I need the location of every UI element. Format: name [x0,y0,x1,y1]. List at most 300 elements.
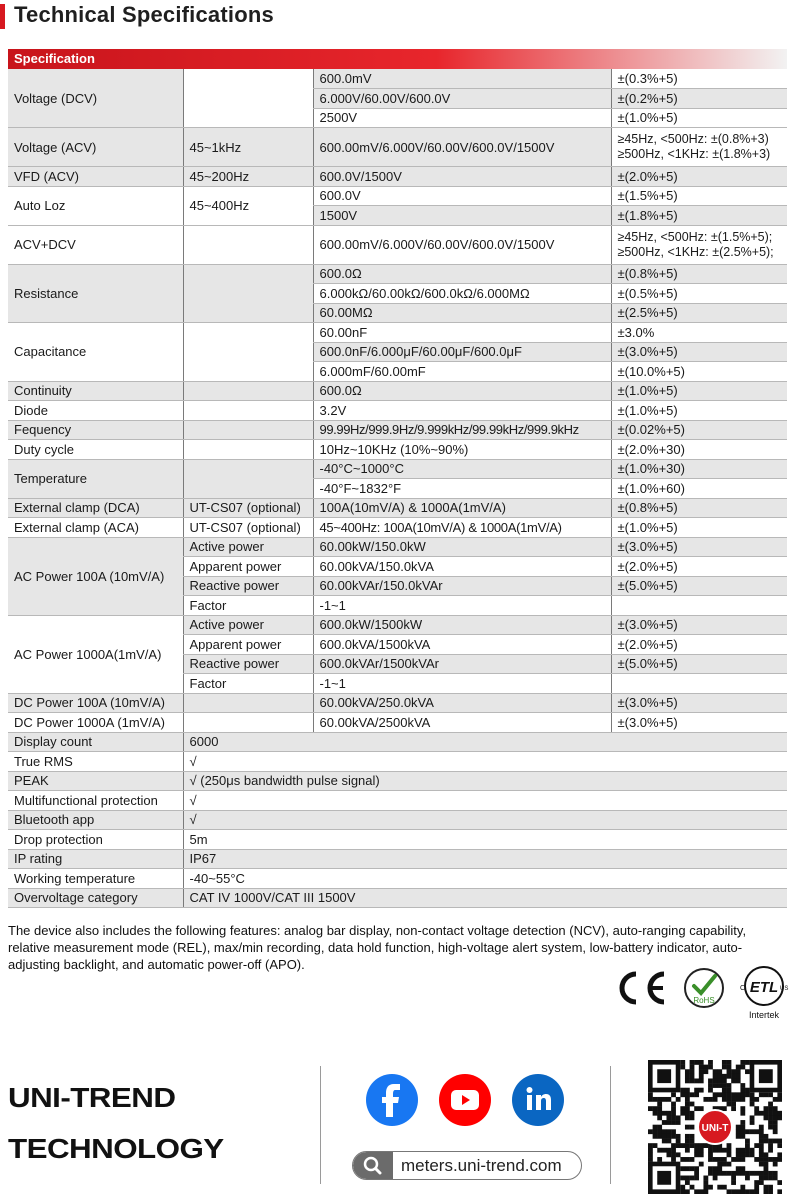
qr-module [694,1166,699,1171]
qr-module [740,1097,745,1102]
qr-module [685,1092,690,1097]
spec-range: 600.0Ω [313,264,611,284]
qr-module [703,1065,708,1070]
qr-module [713,1078,718,1083]
qr-module [764,1152,769,1157]
qr-module [717,1078,722,1083]
table-row [8,732,787,752]
qr-module [773,1106,778,1111]
qr-module [662,1148,667,1153]
spec-parameter: External clamp (DCA) [8,498,183,518]
spec-condition: Active power [183,537,313,557]
qr-module [727,1060,732,1065]
qr-module [671,1120,676,1125]
spec-range: 2500V [313,108,611,128]
qr-module [745,1143,750,1148]
spec-accuracy: ±(2.0%+5) [611,557,787,577]
spec-condition: Reactive power [183,576,313,596]
qr-module [680,1111,685,1116]
qr-module [666,1134,671,1139]
spec-condition: Factor [183,674,313,694]
qr-module [671,1157,676,1162]
website-url: meters.uni-trend.com [401,1156,562,1175]
spec-range: 600.0kVAr/1500kVAr [313,654,611,674]
qr-module [657,1111,662,1116]
spec-range: 600.00mV/6.000V/60.00V/600.0V/1500V [313,128,611,167]
qr-module [676,1120,681,1125]
qr-module [699,1069,704,1074]
spec-parameter: Auto Loz [8,186,183,225]
spec-range: 6.000V/60.00V/600.0V [313,89,611,109]
spec-parameter: Drop protection [8,830,183,850]
spec-condition [183,381,313,401]
spec-parameter: AC Power 1000A(1mV/A) [8,615,183,693]
spec-parameter: VFD (ACV) [8,167,183,187]
spec-condition [183,693,313,713]
qr-module [690,1078,695,1083]
spec-parameter: Fequency [8,420,183,440]
qr-module [768,1120,773,1125]
qr-module [754,1097,759,1102]
table-row [8,810,787,830]
spec-value: √ [183,752,787,772]
qr-module [740,1125,745,1130]
qr-module [768,1148,773,1153]
qr-module [740,1060,745,1065]
table-row [8,518,787,538]
qr-module [699,1074,704,1079]
qr-module [713,1097,718,1102]
qr-module [740,1092,745,1097]
qr-module [768,1102,773,1107]
spec-accuracy: ±(3.0%+5) [611,713,787,733]
qr-module [736,1152,741,1157]
qr-module [736,1065,741,1070]
table-row [8,693,787,713]
qr-module [657,1157,662,1162]
qr-module [699,1106,704,1111]
qr-module [740,1088,745,1093]
spec-parameter: IP rating [8,849,183,869]
qr-finder [657,1069,671,1083]
qr-module [768,1171,773,1176]
qr-module [680,1176,685,1181]
table-row [8,459,787,479]
spec-range: -40°F~1832°F [313,479,611,499]
qr-module [685,1189,690,1194]
qr-module [680,1060,685,1065]
spec-accuracy: ±(2.0%+5) [611,635,787,655]
page-title: Technical Specifications [14,2,274,27]
qr-module [731,1157,736,1162]
qr-module [731,1189,736,1194]
spec-value: √ (250μs bandwidth pulse signal) [183,771,787,791]
spec-range: 600.0mV [313,69,611,89]
table-row [8,830,787,850]
qr-module [694,1148,699,1153]
qr-module [708,1083,713,1088]
qr-module [680,1106,685,1111]
qr-module [731,1180,736,1185]
qr-module [666,1139,671,1144]
qr-module [676,1152,681,1157]
qr-module [777,1189,782,1194]
qr-module [699,1152,704,1157]
qr-module [648,1092,653,1097]
qr-module [685,1134,690,1139]
qr-module [722,1157,727,1162]
qr-module [676,1143,681,1148]
rohs-mark-label: RoHS [693,996,715,1005]
qr-module [690,1111,695,1116]
qr-module [690,1143,695,1148]
spec-range: 3.2V [313,401,611,421]
spec-condition [183,713,313,733]
qr-module [759,1171,764,1176]
qr-module [759,1148,764,1153]
qr-module [722,1185,727,1190]
table-row [8,323,787,343]
qr-module [768,1189,773,1194]
spec-parameter: Bluetooth app [8,810,183,830]
table-row [8,752,787,772]
linkedin-button[interactable] [512,1074,564,1126]
table-row [8,186,787,206]
qr-module [740,1152,745,1157]
spec-range: 600.0nF/6.000μF/60.00μF/600.0μF [313,342,611,362]
qr-module [690,1102,695,1107]
qr-module [685,1115,690,1120]
qr-module [685,1139,690,1144]
qr-module [685,1106,690,1111]
qr-module [717,1157,722,1162]
qr-module [666,1120,671,1125]
spec-accuracy: ±(0.8%+5) [611,264,787,284]
qr-module [740,1148,745,1153]
qr-module [773,1139,778,1144]
table-row [8,771,787,791]
spec-range: 45~400Hz: 100A(10mV/A) & 1000A(1mV/A) [313,518,611,538]
qr-module [773,1111,778,1116]
qr-module [745,1092,750,1097]
qr-module [680,1185,685,1190]
qr-module [722,1171,727,1176]
youtube-button[interactable] [439,1074,491,1126]
qr-module [768,1111,773,1116]
qr-module [657,1115,662,1120]
spec-parameter: Diode [8,401,183,421]
qr-module [690,1176,695,1181]
table-row [8,167,787,187]
qr-module [708,1171,713,1176]
qr-module [648,1157,653,1162]
spec-range: 60.00nF [313,323,611,343]
spec-parameter: Multifunctional protection [8,791,183,811]
qr-module [745,1069,750,1074]
spec-condition: UT-CS07 (optional) [183,498,313,518]
spec-accuracy: ±(0.02%+5) [611,420,787,440]
qr-module [690,1134,695,1139]
spec-range: 600.0Ω [313,381,611,401]
qr-module [671,1102,676,1107]
qr-module [694,1088,699,1093]
qr-module [685,1074,690,1079]
etl-mark-icon [736,964,792,1022]
table-row [8,225,787,264]
qr-module [740,1111,745,1116]
qr-module [699,1088,704,1093]
qr-module [717,1166,722,1171]
spec-parameter: Overvoltage category [8,888,183,908]
qr-module [680,1065,685,1070]
certification-marks [612,964,792,1024]
spec-condition: Reactive power [183,654,313,674]
spec-accuracy: ±(0.5%+5) [611,284,787,304]
qr-module [685,1111,690,1116]
qr-module [722,1162,727,1167]
qr-module [764,1139,769,1144]
spec-parameter: Temperature [8,459,183,498]
qr-module [717,1083,722,1088]
qr-module [740,1106,745,1111]
search-icon [353,1152,393,1179]
facebook-icon [366,1074,418,1126]
qr-module [657,1129,662,1134]
qr-module [708,1185,713,1190]
qr-module [699,1162,704,1167]
qr-module [750,1189,755,1194]
spec-parameter: DC Power 100A (10mV/A) [8,693,183,713]
qr-module [703,1180,708,1185]
qr-module [759,1139,764,1144]
website-search-bar[interactable] [352,1151,582,1180]
qr-module [657,1106,662,1111]
qr-module [773,1115,778,1120]
spec-range: 600.0kW/1500kW [313,615,611,635]
table-row [8,440,787,460]
qr-module [657,1134,662,1139]
qr-module [745,1148,750,1153]
uni-t-logo-label: UNI-T [701,1123,729,1134]
qr-module [717,1185,722,1190]
spec-accuracy-line: ≥45Hz, <500Hz: ±(1.5%+5); [617,229,773,244]
qr-module [666,1111,671,1116]
spec-condition: Factor [183,596,313,616]
qr-module [736,1092,741,1097]
qr-module [694,1092,699,1097]
qr-module [662,1134,667,1139]
qr-module [690,1060,695,1065]
table-row [8,498,787,518]
qr-module [722,1083,727,1088]
qr-module [731,1078,736,1083]
table-row [8,420,787,440]
spec-accuracy-line: ≥500Hz, <1KHz: ±(2.5%+5); [617,244,774,259]
spec-condition [183,264,313,323]
qr-module [722,1092,727,1097]
qr-module [680,1092,685,1097]
qr-module [653,1111,658,1116]
spec-accuracy: ±(3.0%+5) [611,342,787,362]
qr-module [657,1125,662,1130]
qr-module [764,1185,769,1190]
qr-module [671,1115,676,1120]
qr-module [736,1189,741,1194]
qr-module [690,1125,695,1130]
table-row [8,869,787,889]
qr-module [703,1176,708,1181]
spec-accuracy: ±(5.0%+5) [611,654,787,674]
qr-module [727,1189,732,1194]
qr-module [648,1143,653,1148]
qr-module [768,1176,773,1181]
spec-value: 5m [183,830,787,850]
qr-module [773,1125,778,1130]
qr-module [717,1092,722,1097]
qr-module [754,1185,759,1190]
qr-module [685,1069,690,1074]
qr-module [722,1074,727,1079]
table-row [8,128,787,167]
qr-module [768,1125,773,1130]
spec-value: IP67 [183,849,787,869]
qr-module [727,1069,732,1074]
qr-module [764,1115,769,1120]
qr-module [731,1097,736,1102]
qr-module [745,1129,750,1134]
spec-parameter: Capacitance [8,323,183,382]
qr-module [727,1162,732,1167]
qr-module [727,1152,732,1157]
spec-range: 99.99Hz/999.9Hz/9.999kHz/99.99kHz/999.9kHz [313,420,611,440]
spec-parameter: Duty cycle [8,440,183,460]
qr-module [764,1176,769,1181]
table-row [8,791,787,811]
spec-range: 1500V [313,206,611,226]
spec-accuracy: ±(2.0%+5) [611,167,787,187]
qr-module [722,1097,727,1102]
qr-finder [657,1171,671,1185]
spec-range: -1~1 [313,596,611,616]
qr-module [764,1157,769,1162]
spec-accuracy [611,225,787,264]
qr-module [713,1083,718,1088]
qr-module [777,1092,782,1097]
qr-module [750,1092,755,1097]
spec-accuracy: ±(0.8%+5) [611,498,787,518]
qr-module [740,1157,745,1162]
spec-accuracy: ±(0.2%+5) [611,89,787,109]
qr-module [685,1143,690,1148]
qr-code[interactable] [648,1060,782,1194]
spec-accuracy: ±(1.0%+5) [611,108,787,128]
qr-module [727,1097,732,1102]
qr-module [754,1106,759,1111]
qr-module [773,1162,778,1167]
qr-module [759,1157,764,1162]
qr-module [773,1120,778,1125]
qr-module [685,1088,690,1093]
table-row [8,264,787,284]
spec-accuracy [611,128,787,167]
qr-module [768,1092,773,1097]
qr-module [671,1148,676,1153]
qr-module [694,1152,699,1157]
search-button[interactable] [353,1152,393,1179]
qr-module [694,1189,699,1194]
qr-module [685,1176,690,1181]
qr-module [648,1129,653,1134]
spec-range: 100A(10mV/A) & 1000A(1mV/A) [313,498,611,518]
spec-parameter: PEAK [8,771,183,791]
spec-range: 600.0V [313,186,611,206]
qr-module [740,1166,745,1171]
qr-module [731,1176,736,1181]
qr-module [690,1065,695,1070]
qr-module [740,1171,745,1176]
qr-module [708,1166,713,1171]
ce-mark-icon [612,970,670,1006]
qr-module [671,1143,676,1148]
qr-module [666,1148,671,1153]
qr-module [750,1171,755,1176]
qr-module [648,1148,653,1153]
qr-module [713,1092,718,1097]
spec-accuracy: ±(1.0%+5) [611,518,787,538]
qr-module [694,1106,699,1111]
qr-module [717,1074,722,1079]
qr-module [777,1152,782,1157]
spec-range: 6.000mF/60.00mF [313,362,611,382]
qr-module [694,1060,699,1065]
qr-module [690,1115,695,1120]
qr-module [759,1152,764,1157]
spec-parameter: AC Power 100A (10mV/A) [8,537,183,615]
spec-parameter: Continuity [8,381,183,401]
spec-accuracy: ±(1.0%+30) [611,459,787,479]
spec-range: -40°C~1000°C [313,459,611,479]
qr-module [666,1097,671,1102]
facebook-button[interactable] [366,1074,418,1126]
qr-module [722,1088,727,1093]
qr-module [680,1189,685,1194]
qr-module [722,1078,727,1083]
spec-parameter: ACV+DCV [8,225,183,264]
qr-module [722,1148,727,1153]
qr-module [736,1069,741,1074]
qr-module [690,1157,695,1162]
qr-finder [759,1069,773,1083]
qr-module [722,1106,727,1111]
table-row [8,713,787,733]
spec-condition: 45~200Hz [183,167,313,187]
qr-module [759,1162,764,1167]
spec-range: 600.0kVA/1500kVA [313,635,611,655]
qr-module [708,1157,713,1162]
qr-module [777,1143,782,1148]
spec-condition [183,323,313,382]
qr-module [736,1171,741,1176]
qr-module [731,1102,736,1107]
qr-module [717,1171,722,1176]
spec-condition [183,401,313,421]
etl-us-label: US [780,986,789,992]
qr-module [699,1078,704,1083]
qr-module [764,1111,769,1116]
qr-module [703,1189,708,1194]
spec-accuracy: ±(2.5%+5) [611,303,787,323]
qr-module [703,1097,708,1102]
